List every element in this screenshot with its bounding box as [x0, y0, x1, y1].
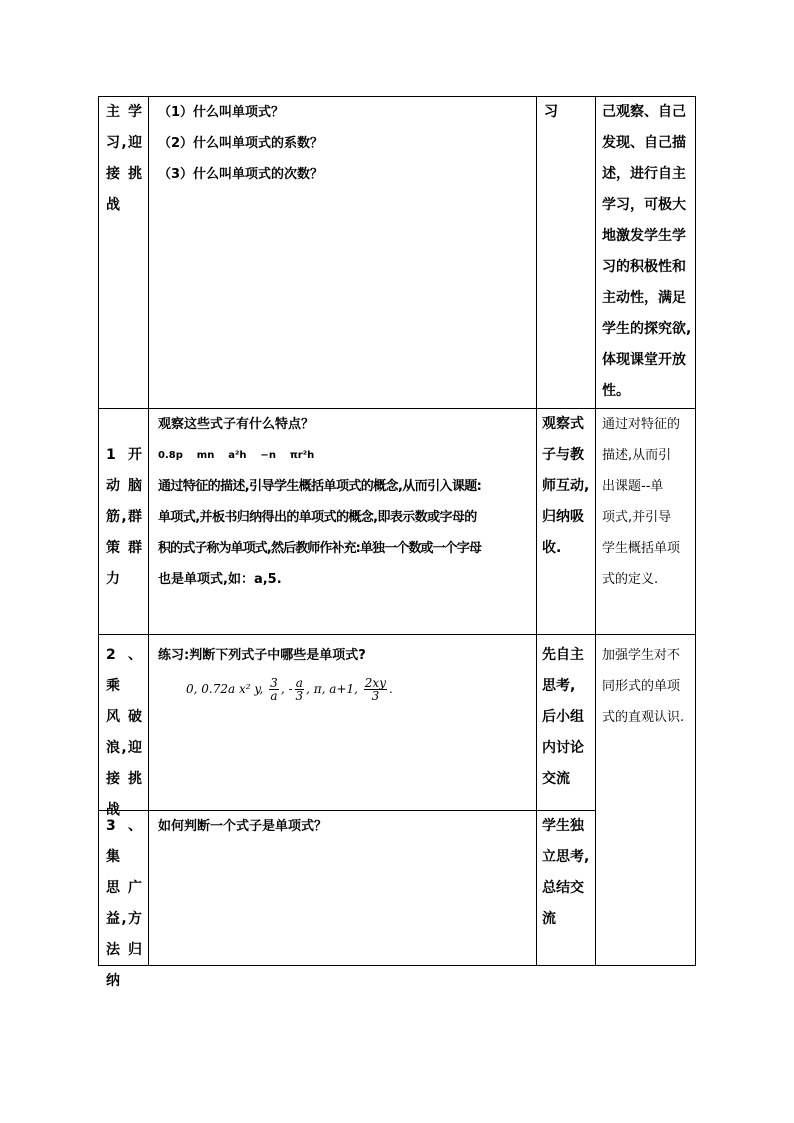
- table-border-bottom: [98, 965, 696, 966]
- example-expressions: 0.8p mn a²h −n πr²h: [158, 450, 315, 461]
- row1-stage: 主 学 习,迎 接 挑 战: [106, 104, 142, 213]
- explanation-line-4: 也是单项式,如：a,5.: [158, 572, 282, 587]
- fraction-3-over-a: $\frac{3}{a}$: [270, 676, 278, 703]
- row3-content: [158, 640, 534, 671]
- row2-stage: 1 开 动 脑 筋,群 策 群 力: [106, 447, 142, 587]
- table-border-right: [695, 96, 696, 966]
- row2-content: [158, 409, 534, 595]
- exercise-formula: 0, 0.72a x² y, $\frac{3}{a}$ , - $\frac{a}{3}$ , π, a+1, $\frac{2xy}{3}$ .: [186, 676, 393, 703]
- row4-stage: 3、集 思 广 益,方 法 归 纳: [106, 818, 142, 989]
- row2-student: 观察式 子与教 师互动, 归纳吸 收.: [542, 416, 590, 556]
- row2-intent: 通过对特征的 描述,从而引 出课题--单 项式,并引导 学生概括单项 式的定义.: [602, 417, 681, 587]
- row3-intent: 加强学生对不 同形式的单项 式的直观认识.: [602, 648, 685, 725]
- observe-title: 观察这些式子有什么特点？: [158, 417, 315, 432]
- row1-content: [158, 97, 528, 190]
- column-divider-1: [148, 96, 149, 966]
- exercise-title: 练习:判断下列式子中哪些是单项式?: [158, 648, 366, 663]
- fraction-a-over-3: $\frac{a}{3}$: [295, 676, 304, 703]
- row3-student: 先自主 思考, 后小组 内讨论 交流: [542, 647, 584, 787]
- column-divider-3: [595, 96, 596, 966]
- row3-stage: 2、乘 风 破 浪,迎 接 挑 战: [106, 647, 142, 818]
- fraction-2xy-over-3: $\frac{2xy}{3}$: [364, 676, 386, 703]
- row1-student: 习: [544, 104, 558, 120]
- question-3: （3）什么叫单项式的次数？: [158, 167, 324, 182]
- column-divider-2: [536, 96, 537, 966]
- method-question: 如何判断一个式子是单项式？: [158, 819, 328, 834]
- explanation-line-1: 通过特征的描述,引导学生概括单项式的概念,从而引入课题:: [158, 479, 482, 494]
- explanation-line-2: 单项式,并板书归纳得出的单项式的概念,即表示数或字母的: [158, 510, 477, 525]
- table-border-left: [98, 96, 99, 966]
- row4-student: 学生独 立思考, 总结交 流: [542, 818, 590, 927]
- explanation-line-3: 积的式子称为单项式,然后教师作补充:单独一个数或一个字母: [158, 541, 481, 556]
- row1-intent: 己观察、自己 发现、自己描 述，进行自主 学习，可极大 地激发学生学 习的积极性和 主动性，满足 学生的探究欲, 体现课堂开放 性。: [602, 104, 692, 399]
- row-divider-2: [98, 634, 696, 635]
- question-2: （2）什么叫单项式的系数？: [158, 136, 324, 151]
- row4-content: [158, 811, 534, 842]
- question-1: （1）什么叫单项式？: [158, 105, 285, 120]
